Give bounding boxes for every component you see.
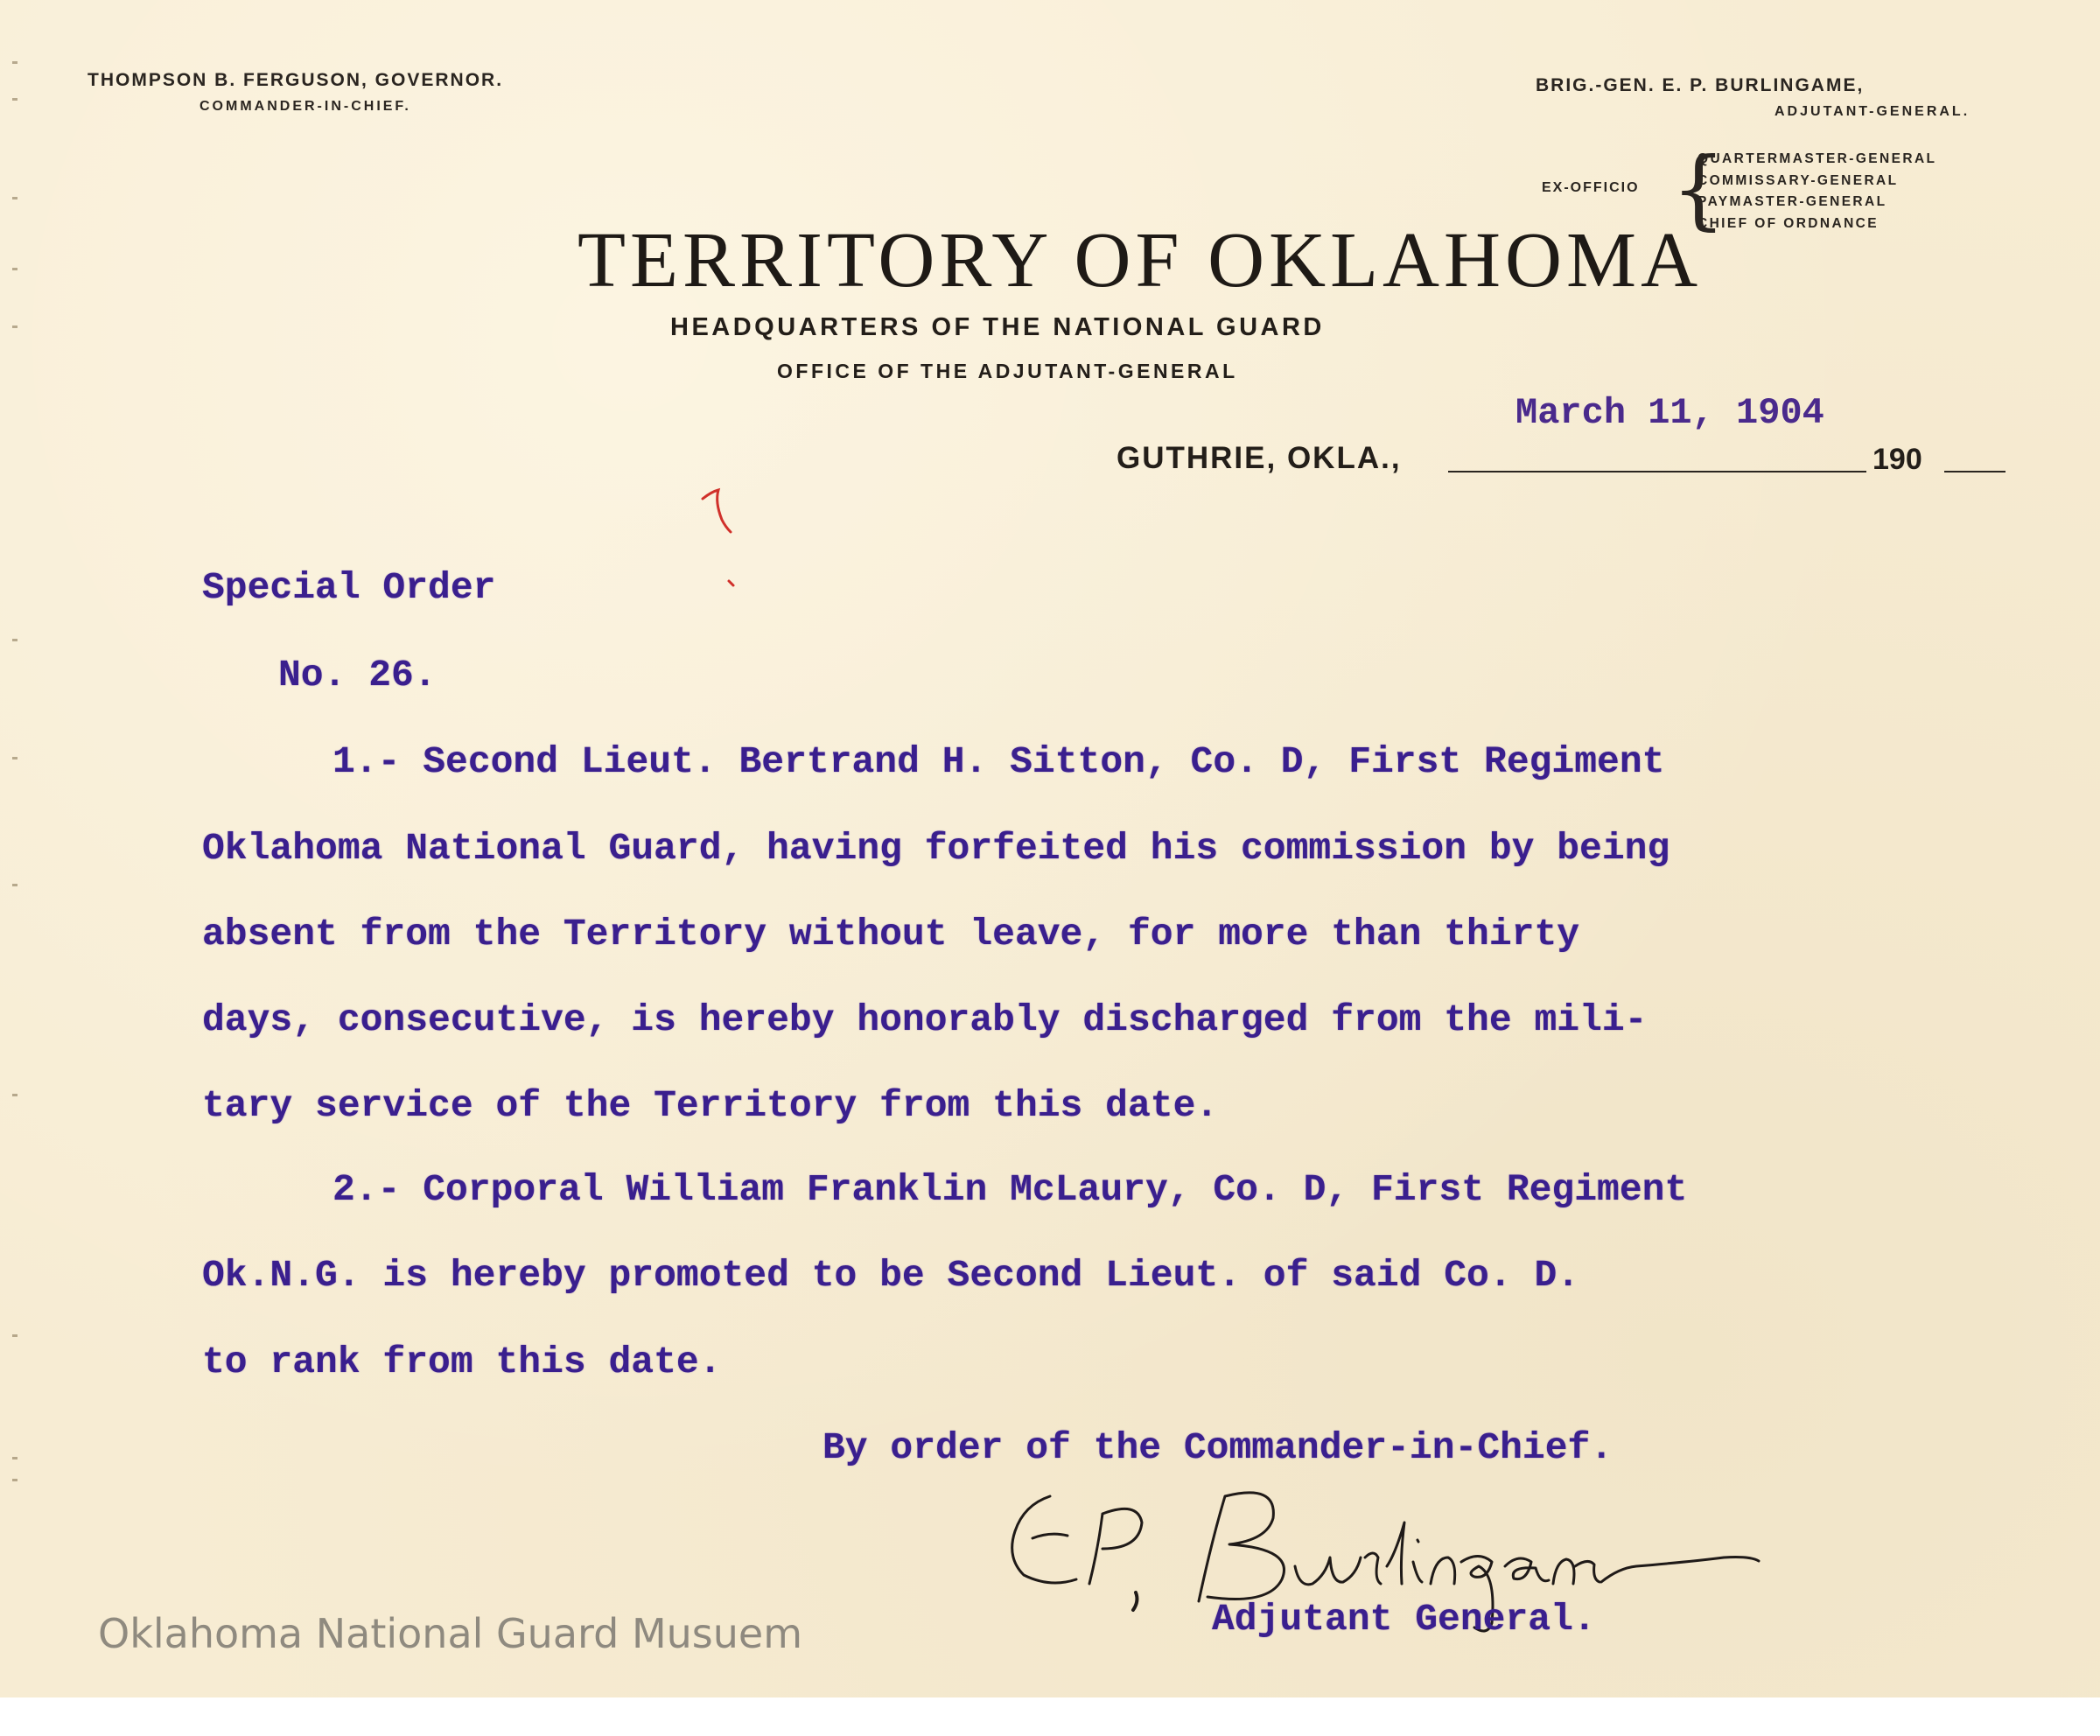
adjutant-name: BRIG.-GEN. E. P. BURLINGAME,	[1536, 75, 1865, 95]
body-line: Oklahoma National Guard, having forfeited his commission by being	[202, 827, 1670, 870]
ex-officio-role: QUARTERMASTER-GENERAL	[1698, 151, 1937, 166]
edge-mark	[12, 98, 18, 101]
body-line: to rank from this date.	[202, 1340, 722, 1383]
body-line: Ok.N.G. is hereby promoted to be Second Lieut. of said Co. D.	[202, 1254, 1580, 1297]
ex-officio-list	[1698, 149, 1936, 234]
date-rule	[1448, 471, 1866, 472]
letter-place: GUTHRIE, OKLA.,	[1116, 441, 1402, 475]
adjutant-title: ADJUTANT-GENERAL.	[1774, 104, 1970, 119]
edge-mark	[12, 197, 18, 200]
governor-title: COMMANDER-IN-CHIEF.	[200, 99, 411, 114]
order-heading: Special Order	[202, 566, 496, 609]
edge-mark	[12, 1479, 18, 1481]
ex-officio-role: COMMISSARY-GENERAL	[1698, 172, 1899, 188]
brace-icon: {	[1671, 140, 1726, 240]
edge-mark	[12, 268, 18, 270]
body-line: 1.- Second Lieut. Bertrand H. Sitton, Co. D, First Regiment	[332, 740, 1665, 783]
edge-mark	[12, 884, 18, 886]
museum-watermark: Oklahoma National Guard Musuem	[98, 1610, 803, 1657]
letter-date: March 11, 1904	[1516, 392, 1824, 434]
edge-mark	[12, 1457, 18, 1460]
body-line: 2.- Corporal William Franklin McLaury, Co. D, First Regiment	[332, 1168, 1688, 1211]
letterhead-subtitle: HEADQUARTERS OF THE NATIONAL GUARD	[670, 313, 1325, 341]
letterhead-title: TERRITORY OF OKLAHOMA	[578, 217, 1703, 304]
edge-mark	[12, 639, 18, 641]
ex-officio-role: CHIEF OF ORDNANCE	[1698, 215, 1879, 231]
body-line: tary service of the Territory from this date.	[202, 1084, 1219, 1127]
edge-mark	[12, 61, 18, 64]
edge-mark	[12, 326, 18, 328]
letterhead-office: OFFICE OF THE ADJUTANT-GENERAL	[777, 360, 1238, 382]
year-rule	[1944, 471, 2006, 472]
ex-officio-role: PAYMASTER-GENERAL	[1698, 194, 1887, 209]
closing-line: By order of the Commander-in-Chief.	[822, 1426, 1614, 1469]
year-prefix: 190	[1872, 443, 1922, 476]
red-pencil-mark-icon	[696, 485, 748, 598]
ex-officio-label: EX-OFFICIO	[1542, 180, 1640, 195]
edge-mark	[12, 1094, 18, 1096]
governor-name: THOMPSON B. FERGUSON, GOVERNOR.	[88, 70, 504, 90]
edge-mark	[12, 1334, 18, 1337]
signer-title: Adjutant General.	[1212, 1598, 1596, 1641]
body-line: absent from the Territory without leave, for more than thirty	[202, 913, 1580, 956]
edge-mark	[12, 757, 18, 760]
body-line: days, consecutive, is hereby honorably discharged from the mili-	[202, 998, 1648, 1041]
order-number: No. 26.	[278, 654, 437, 696]
